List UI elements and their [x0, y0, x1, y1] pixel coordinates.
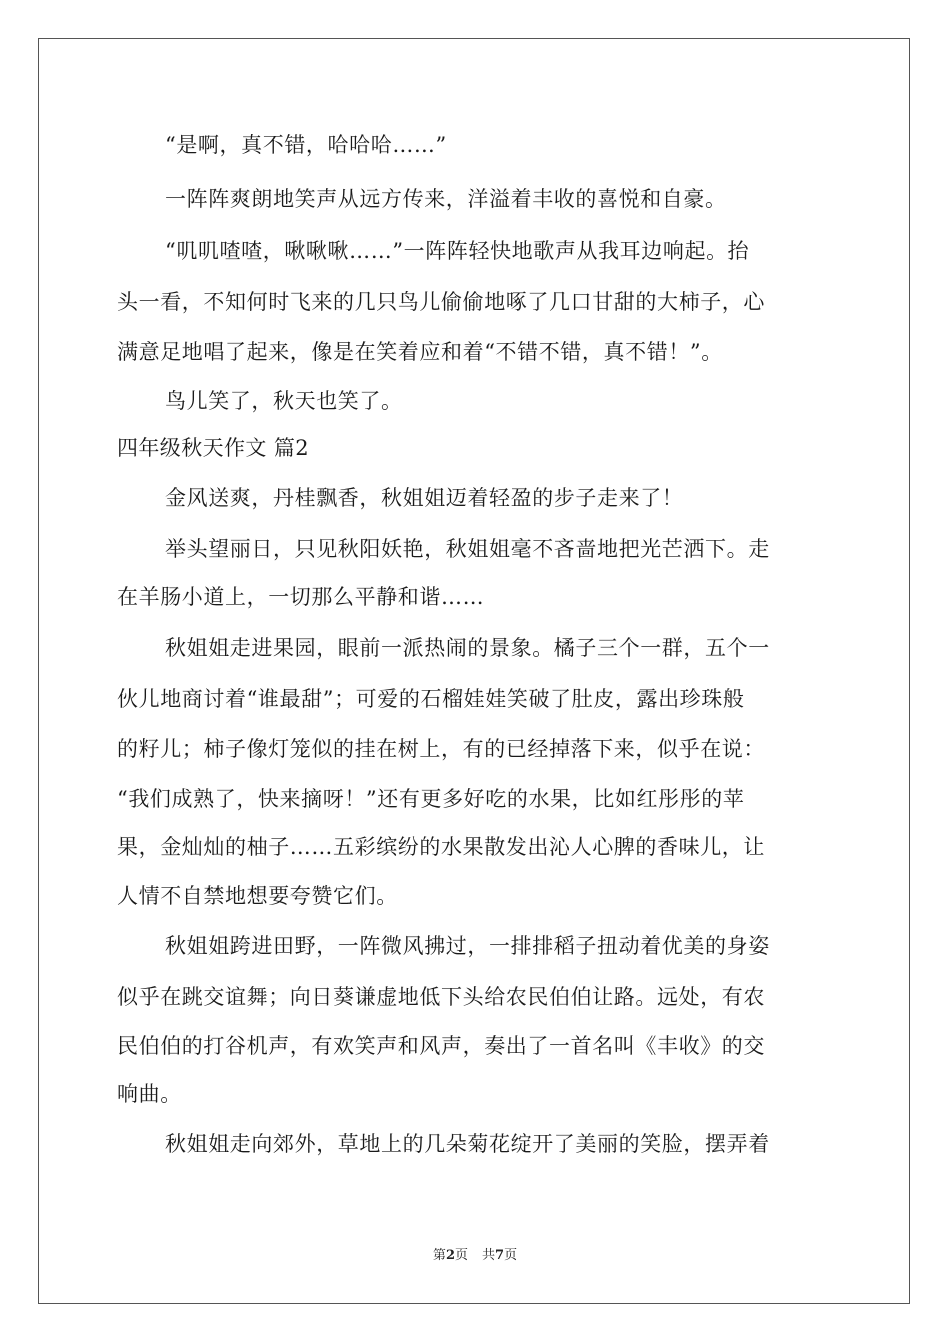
- text-line: 秋姐姐走向郊外，草地上的几朵菊花绽开了美丽的笑脸，摆弄着: [165, 1132, 770, 1156]
- text-line: 举头望丽日，只见秋阳妖艳，秋姐姐毫不吝啬地把光芒洒下。走: [165, 537, 770, 561]
- page-prefix: 第: [432, 1248, 446, 1263]
- total-pages: 7: [495, 1248, 505, 1263]
- text-line: 似乎在跳交谊舞；向日葵谦虚地低下头给农民伯伯让路。远处，有农: [117, 985, 765, 1009]
- page-suffix: 页: [454, 1248, 468, 1263]
- text-line: 响曲。: [117, 1082, 182, 1106]
- text-line: “叽叽喳喳，啾啾啾……”一阵阵轻快地歌声从我耳边响起。抬: [165, 239, 750, 263]
- page-number: 2: [445, 1248, 455, 1263]
- text-line: 鸟儿笑了，秋天也笑了。: [165, 389, 403, 413]
- text-line: 伙儿地商讨着“谁最甜”；可爱的石榴娃娃笑破了肚皮，露出珍珠般: [117, 687, 745, 711]
- text-line: 头一看，不知何时飞来的几只鸟儿偷偷地啄了几口甘甜的大柿子，心: [117, 290, 765, 314]
- text-line: 民伯伯的打谷机声，有欢笑声和风声，奏出了一首名叫《丰收》的交: [117, 1034, 765, 1058]
- total-suffix: 页: [504, 1248, 518, 1263]
- page-border: [38, 38, 910, 1304]
- text-line: 秋姐姐跨进田野，一阵微风拂过，一排排稻子扭动着优美的身姿: [165, 934, 770, 958]
- text-line: 满意足地唱了起来，像是在笑着应和着“不错不错，真不错！”。: [117, 340, 723, 364]
- text-line: 金风送爽，丹桂飘香，秋姐姐迈着轻盈的步子走来了！: [165, 486, 684, 510]
- section-heading: 四年级秋天作文 篇2: [117, 436, 310, 460]
- text-line: 的籽儿；柿子像灯笼似的挂在树上，有的已经掉落下来，似乎在说：: [117, 737, 765, 761]
- total-prefix: 共: [482, 1248, 496, 1263]
- page-footer: [0, 1248, 950, 1264]
- text-line: “是啊，真不错，哈哈哈……”: [165, 133, 447, 157]
- text-line: 一阵阵爽朗地笑声从远方传来，洋溢着丰收的喜悦和自豪。: [165, 187, 727, 211]
- text-line: 在羊肠小道上，一切那么平静和谐……: [117, 585, 485, 609]
- text-line: 秋姐姐走进果园，眼前一派热闹的景象。橘子三个一群，五个一: [165, 636, 770, 660]
- text-line: 果，金灿灿的柚子……五彩缤纷的水果散发出沁人心脾的香味儿，让: [117, 835, 765, 859]
- text-line: “我们成熟了，快来摘呀！”还有更多好吃的水果，比如红彤彤的苹: [117, 787, 745, 811]
- text-line: 人情不自禁地想要夸赞它们。: [117, 884, 398, 908]
